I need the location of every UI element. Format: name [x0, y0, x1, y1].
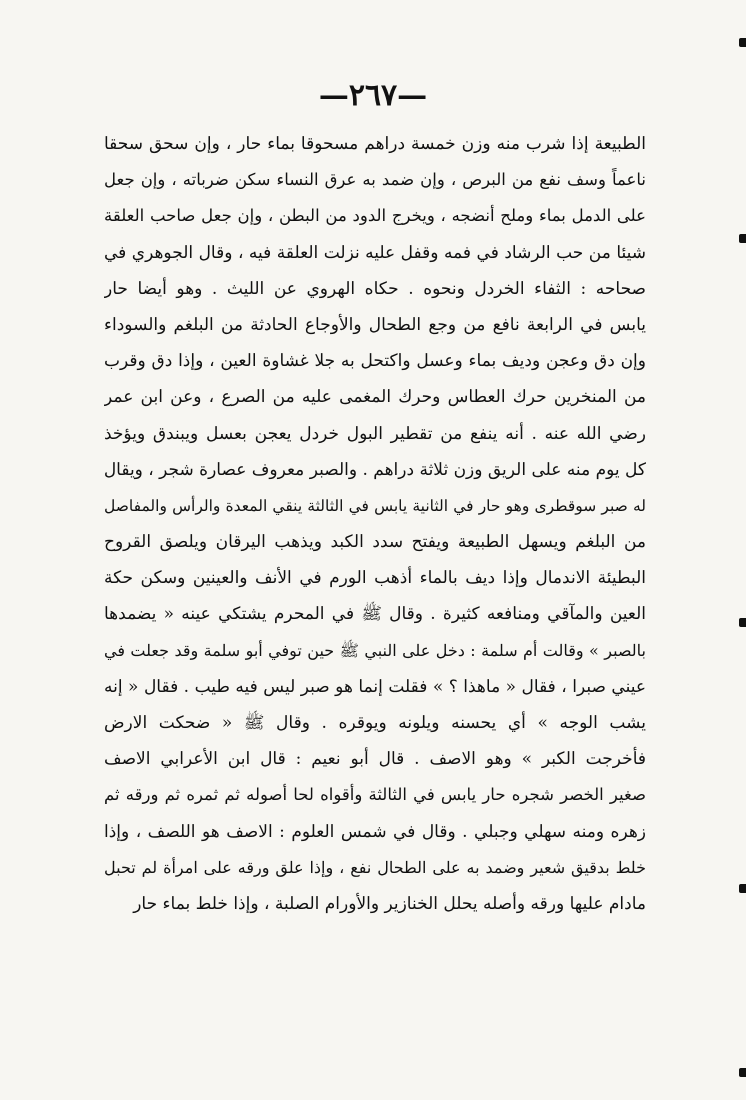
text-line: شيئا من حب الرشاد في فمه وقفل عليه نزلت العلقة فيه ، وقال الجوهري في	[104, 242, 646, 263]
text-line: العين والمآقي ومنافعه كثيرة . وقال ﷺ في المحرم يشتكي عينه « يضمدها	[104, 604, 646, 625]
text-line: من البلغم ويسهل الطبيعة ويفتح سدد الكبد ويذهب اليرقان ويلصق القروح	[104, 532, 646, 553]
text-line: من المنخرين حرك العطاس وحرك المغمى عليه من الصرع ، وعن ابن عمر	[104, 387, 646, 408]
text-line: يابس في الرابعة نافع من وجع الطحال والأوجاع الحادثة من البلغم والسوداء	[104, 314, 646, 335]
scan-edge-mark	[739, 1068, 746, 1077]
text-line: البطيئة الاندمال وإذا ديف بالماء أذهب الورم في الأنف والعينين وسكن حكة	[104, 568, 646, 589]
text-line: صغير الخصر شجره حار يابس في الثالثة وأقواه لحا أصوله ثم ثمره ثم ورقه ثم	[104, 785, 646, 805]
text-line: له صبر سوقطرى وهو حار في الثانية يابس في الثالثة ينقي المعدة والرأس والمفاصل	[104, 496, 646, 515]
scan-edge-mark	[739, 234, 746, 243]
text-line: يشب الوجه » أي يحسنه ويلونه ويوقره . وقال ﷺ « ضحكت الارض	[104, 713, 646, 733]
text-line: الطبيعة إذا شرب منه وزن خمسة دراهم مسحوقا بماء حار ، وإن سحق سحقا	[104, 134, 646, 154]
text-line: كل يوم منه على الريق وزن ثلاثة دراهم . والصبر معروف عصارة شجر ، ويقال	[104, 459, 646, 480]
text-line: وإن دق وعجن وديف بماء وعسل واكتحل به جلا غشاوة العين ، وإذا دق وقرب	[104, 351, 646, 372]
text-line: رضي الله عنه . أنه ينفع من تقطير البول خردل يعجن بعسل ويبندق ويؤخذ	[104, 423, 646, 444]
text-line: على الدمل بماء وملح أنضجه ، ويخرج الدود من البطن ، وإن جعل صاحب العلقة	[104, 206, 646, 226]
body-text	[104, 126, 646, 922]
text-line: مادام عليها ورقه وأصله يحلل الخنازير والأورام الصلبة ، وإذا خلط بماء حار	[133, 893, 646, 914]
page-number: —٢٦٧—	[318, 78, 428, 113]
text-line: ناعماً وسف نفع من البرص ، وإن ضمد به عرق النساء سكن ضرباته ، وإن جعل	[104, 170, 646, 190]
text-line: زهره ومنه سهلي وجبلي . وقال في شمس العلوم : الاصف هو اللصف ، وإذا	[104, 821, 646, 842]
text-line: بالصبر » وقالت أم سلمة : دخل على النبي ﷺ حين توفي أبو سلمة وقد جعلت في	[104, 640, 646, 660]
scan-edge-mark	[739, 618, 746, 627]
text-line: عيني صبرا ، فقال « ماهذا ؟ » فقلت إنما هو صبر ليس فيه طيب . فقال « إنه	[104, 676, 646, 697]
text-line: صحاحه : الثفاء الخردل ونحوه . حكاه الهروي عن الليث . وهو أيضا حار	[104, 278, 646, 299]
scan-edge-mark	[739, 884, 746, 893]
text-line: فأخرجت الكبر » وهو الاصف . قال أبو نعيم : قال ابن الأعرابي الاصف	[104, 749, 646, 770]
scan-edge-mark	[739, 38, 746, 47]
text-line: خلط بدقيق شعير وضمد به على الطحال نفع ، وإذا علق ورقه على امرأة لم تحبل	[104, 857, 646, 877]
